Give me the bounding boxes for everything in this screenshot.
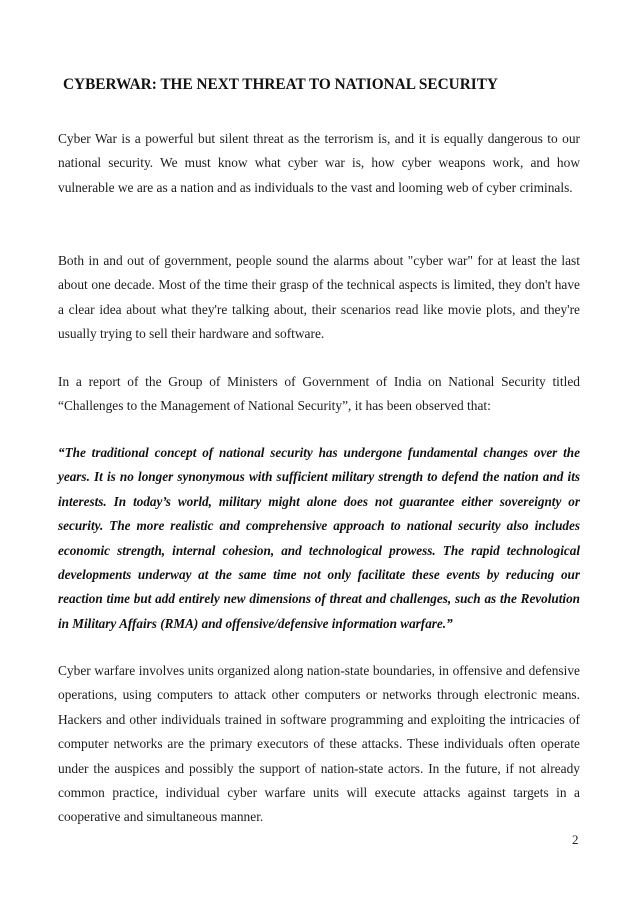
- paragraph-cyber-war-intro: Cyber War is a powerful but silent threat as the terrorism is, and it is equally dangerous to our national security. We must know what cyber war is, how cyber weapons work, and how vulnerable we are as a nation and as individuals to the vast and looming web of cyber criminals.: [58, 131, 580, 195]
- page-number: 2: [572, 832, 579, 847]
- paragraph-cyber-warfare-units: Cyber warfare involves units organized along nation-state boundaries, in offensive and defensive operations, using computers to attack other computers or networks through electronic means. Hackers and other individuals trained in software programming and exploiting the intricacies of computer networks are the primary executors of these attacks. These individuals often operate under the auspices and possibly the support of nation-state actors. In the future, if not already common practice, individual cyber warfare units will execute attacks against targets in a cooperative and simultaneous manner.: [58, 663, 580, 825]
- block-quote-national-security: “The traditional concept of national security has undergone fundamental changes over the years. It is no longer synonymous with sufficient military strength to defend the nation and its interests. In today’s world, military might alone does not guarantee either sovereignty or security. The more realistic and comprehensive approach to national security also includes economic strength, internal cohesion, and technological prowess. The rapid technological developments underway at the same time not only facilitate these events by reducing our reaction time but add entirely new dimensions of threat and challenges, such as the Revolution in Military Affairs (RMA) and offensive/defensive information warfare.”: [58, 445, 580, 631]
- document-title: CYBERWAR: THE NEXT THREAT TO NATIONAL SECURITY: [63, 76, 498, 93]
- paragraph-government-alarms: Both in and out of government, people sound the alarms about "cyber war" for at least the last about one decade. Most of the time their grasp of the technical aspects is limited, they don't have a clear idea about what they're talking about, their scenarios read like movie plots, and they're usually trying to sell their hardware and software.: [58, 253, 580, 342]
- paragraph-report-intro: In a report of the Group of Ministers of Government of India on National Security titled “Challenges to the Management of National Security”, it has been observed that:: [58, 374, 580, 414]
